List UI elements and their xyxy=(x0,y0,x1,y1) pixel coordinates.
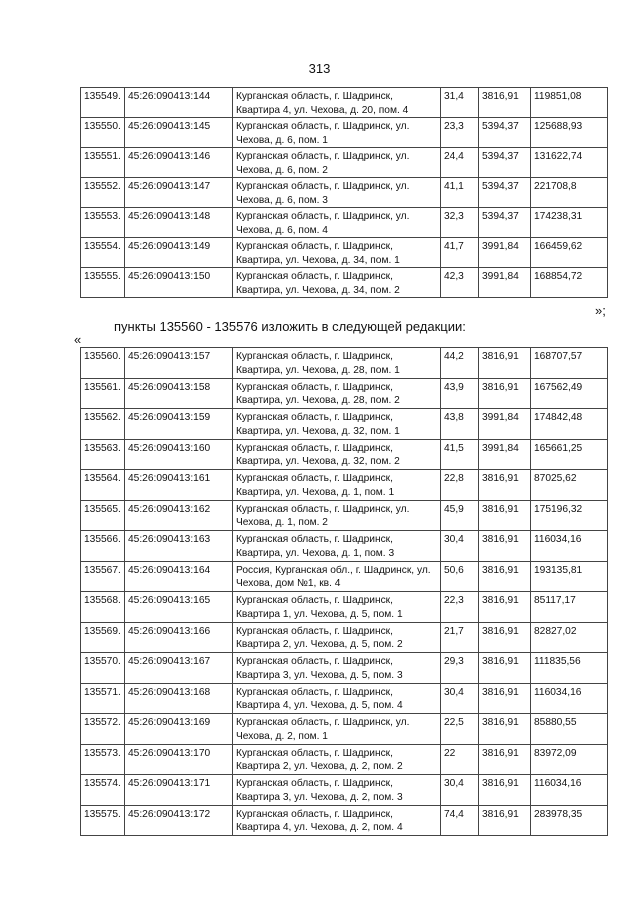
item-number-cell: 135551. xyxy=(81,148,125,178)
cadastral-number-cell: 45:26:090413:168 xyxy=(125,683,233,714)
opening-quote: « xyxy=(74,332,82,347)
table-row xyxy=(81,805,608,836)
value-cell: 125688,93 xyxy=(531,118,608,148)
item-number-cell: 135550. xyxy=(81,118,125,148)
value-cell: 221708,8 xyxy=(531,178,608,208)
area-cell: 43,9 xyxy=(441,378,479,409)
cadastral-number-cell: 45:26:090413:164 xyxy=(125,561,233,592)
amendment-instruction: пункты 135560 - 135576 изложить в следующей редакции: xyxy=(114,319,466,334)
table-row xyxy=(81,500,608,531)
table-row xyxy=(81,531,608,562)
value-cell: 119851,08 xyxy=(531,88,608,118)
page-number: 313 xyxy=(308,61,331,76)
rate-cell: 5394,37 xyxy=(479,208,531,238)
cadastral-number-cell: 45:26:090413:166 xyxy=(125,622,233,653)
value-cell: 111835,56 xyxy=(531,653,608,684)
area-cell: 22,3 xyxy=(441,592,479,623)
area-cell: 29,3 xyxy=(441,653,479,684)
address-cell: Курганская область, г. Шадринск, Квартира 3, ул. Чехова, д. 5, пом. 3 xyxy=(233,653,441,684)
cadastral-number-cell: 45:26:090413:170 xyxy=(125,744,233,775)
value-cell: 165661,25 xyxy=(531,439,608,470)
address-cell: Курганская область, г. Шадринск, Квартира, ул. Чехова, д. 28, пом. 1 xyxy=(233,348,441,379)
address-cell: Курганская область, г. Шадринск, Квартира, ул. Чехова, д. 32, пом. 2 xyxy=(233,439,441,470)
address-cell: Курганская область, г. Шадринск, Квартира 4, ул. Чехова, д. 20, пом. 4 xyxy=(233,88,441,118)
value-cell: 83972,09 xyxy=(531,744,608,775)
item-number-cell: 135549. xyxy=(81,88,125,118)
cadastral-number-cell: 45:26:090413:165 xyxy=(125,592,233,623)
cadastral-number-cell: 45:26:090413:167 xyxy=(125,653,233,684)
address-cell: Курганская область, г. Шадринск, ул. Чехова, д. 2, пом. 1 xyxy=(233,714,441,745)
area-cell: 32,3 xyxy=(441,208,479,238)
area-cell: 24,4 xyxy=(441,148,479,178)
cadastral-number-cell: 45:26:090413:150 xyxy=(125,268,233,298)
rate-cell: 3816,91 xyxy=(479,561,531,592)
area-cell: 30,4 xyxy=(441,775,479,806)
cadastral-number-cell: 45:26:090413:144 xyxy=(125,88,233,118)
value-cell: 85117,17 xyxy=(531,592,608,623)
rate-cell: 3816,91 xyxy=(479,805,531,836)
cadastral-number-cell: 45:26:090413:147 xyxy=(125,178,233,208)
address-cell: Курганская область, г. Шадринск, Квартира 1, ул. Чехова, д. 5, пом. 1 xyxy=(233,592,441,623)
area-cell: 22,8 xyxy=(441,470,479,501)
rate-cell: 3816,91 xyxy=(479,775,531,806)
area-cell: 22,5 xyxy=(441,714,479,745)
value-cell: 85880,55 xyxy=(531,714,608,745)
address-cell: Курганская область, г. Шадринск, ул. Чехова, д. 6, пом. 1 xyxy=(233,118,441,148)
item-number-cell: 135575. xyxy=(81,805,125,836)
area-cell: 31,4 xyxy=(441,88,479,118)
item-number-cell: 135571. xyxy=(81,683,125,714)
cadastral-number-cell: 45:26:090413:159 xyxy=(125,409,233,440)
address-cell: Курганская область, г. Шадринск, Квартира, ул. Чехова, д. 1, пом. 3 xyxy=(233,531,441,562)
table-row xyxy=(81,178,608,208)
value-cell: 116034,16 xyxy=(531,683,608,714)
rate-cell: 3816,91 xyxy=(479,622,531,653)
item-number-cell: 135564. xyxy=(81,470,125,501)
value-cell: 175196,32 xyxy=(531,500,608,531)
rate-cell: 5394,37 xyxy=(479,148,531,178)
registry-table-upper xyxy=(80,87,608,298)
address-cell: Курганская область, г. Шадринск, Квартира, ул. Чехова, д. 34, пом. 1 xyxy=(233,238,441,268)
cadastral-number-cell: 45:26:090413:169 xyxy=(125,714,233,745)
item-number-cell: 135566. xyxy=(81,531,125,562)
area-cell: 74,4 xyxy=(441,805,479,836)
address-cell: Курганская область, г. Шадринск, Квартира, ул. Чехова, д. 28, пом. 2 xyxy=(233,378,441,409)
cadastral-number-cell: 45:26:090413:149 xyxy=(125,238,233,268)
item-number-cell: 135555. xyxy=(81,268,125,298)
cadastral-number-cell: 45:26:090413:148 xyxy=(125,208,233,238)
item-number-cell: 135560. xyxy=(81,348,125,379)
address-cell: Курганская область, г. Шадринск, Квартира 4, ул. Чехова, д. 5, пом. 4 xyxy=(233,683,441,714)
rate-cell: 3991,84 xyxy=(479,238,531,268)
rate-cell: 3816,91 xyxy=(479,714,531,745)
value-cell: 167562,49 xyxy=(531,378,608,409)
value-cell: 168854,72 xyxy=(531,268,608,298)
table-row xyxy=(81,238,608,268)
value-cell: 166459,62 xyxy=(531,238,608,268)
address-cell: Курганская область, г. Шадринск, Квартира 2, ул. Чехова, д. 5, пом. 2 xyxy=(233,622,441,653)
item-number-cell: 135568. xyxy=(81,592,125,623)
table-row xyxy=(81,88,608,118)
rate-cell: 3816,91 xyxy=(479,348,531,379)
address-cell: Курганская область, г. Шадринск, Квартира, ул. Чехова, д. 1, пом. 1 xyxy=(233,470,441,501)
area-cell: 42,3 xyxy=(441,268,479,298)
rate-cell: 3816,91 xyxy=(479,683,531,714)
table-row xyxy=(81,592,608,623)
address-cell: Курганская область, г. Шадринск, Квартира, ул. Чехова, д. 34, пом. 2 xyxy=(233,268,441,298)
table-row xyxy=(81,561,608,592)
rate-cell: 3816,91 xyxy=(479,744,531,775)
item-number-cell: 135567. xyxy=(81,561,125,592)
area-cell: 21,7 xyxy=(441,622,479,653)
table-row xyxy=(81,409,608,440)
rate-cell: 3816,91 xyxy=(479,470,531,501)
value-cell: 193135,81 xyxy=(531,561,608,592)
item-number-cell: 135563. xyxy=(81,439,125,470)
cadastral-number-cell: 45:26:090413:158 xyxy=(125,378,233,409)
closing-quote: »; xyxy=(595,303,606,318)
value-cell: 283978,35 xyxy=(531,805,608,836)
item-number-cell: 135553. xyxy=(81,208,125,238)
area-cell: 22 xyxy=(441,744,479,775)
area-cell: 23,3 xyxy=(441,118,479,148)
address-cell: Курганская область, г. Шадринск, ул. Чехова, д. 6, пом. 3 xyxy=(233,178,441,208)
rate-cell: 3991,84 xyxy=(479,409,531,440)
item-number-cell: 135552. xyxy=(81,178,125,208)
item-number-cell: 135570. xyxy=(81,653,125,684)
table-row xyxy=(81,653,608,684)
item-number-cell: 135573. xyxy=(81,744,125,775)
area-cell: 50,6 xyxy=(441,561,479,592)
cadastral-number-cell: 45:26:090413:160 xyxy=(125,439,233,470)
rate-cell: 3991,84 xyxy=(479,268,531,298)
address-cell: Курганская область, г. Шадринск, ул. Чехова, д. 6, пом. 2 xyxy=(233,148,441,178)
rate-cell: 3816,91 xyxy=(479,653,531,684)
cadastral-number-cell: 45:26:090413:161 xyxy=(125,470,233,501)
address-cell: Курганская область, г. Шадринск, ул. Чехова, д. 6, пом. 4 xyxy=(233,208,441,238)
area-cell: 30,4 xyxy=(441,531,479,562)
value-cell: 82827,02 xyxy=(531,622,608,653)
rate-cell: 3816,91 xyxy=(479,88,531,118)
rate-cell: 3816,91 xyxy=(479,592,531,623)
item-number-cell: 135572. xyxy=(81,714,125,745)
area-cell: 41,5 xyxy=(441,439,479,470)
cadastral-number-cell: 45:26:090413:162 xyxy=(125,500,233,531)
address-cell: Курганская область, г. Шадринск, Квартира, ул. Чехова, д. 32, пом. 1 xyxy=(233,409,441,440)
table-row xyxy=(81,268,608,298)
value-cell: 131622,74 xyxy=(531,148,608,178)
item-number-cell: 135574. xyxy=(81,775,125,806)
area-cell: 30,4 xyxy=(441,683,479,714)
cadastral-number-cell: 45:26:090413:146 xyxy=(125,148,233,178)
table-row xyxy=(81,348,608,379)
address-cell: Курганская область, г. Шадринск, Квартира 4, ул. Чехова, д. 2, пом. 4 xyxy=(233,805,441,836)
area-cell: 41,1 xyxy=(441,178,479,208)
rate-cell: 5394,37 xyxy=(479,118,531,148)
rate-cell: 3816,91 xyxy=(479,531,531,562)
area-cell: 44,2 xyxy=(441,348,479,379)
item-number-cell: 135565. xyxy=(81,500,125,531)
table-row xyxy=(81,208,608,238)
value-cell: 174842,48 xyxy=(531,409,608,440)
item-number-cell: 135569. xyxy=(81,622,125,653)
cadastral-number-cell: 45:26:090413:157 xyxy=(125,348,233,379)
item-number-cell: 135554. xyxy=(81,238,125,268)
table-row xyxy=(81,148,608,178)
registry-table-lower xyxy=(80,347,608,836)
rate-cell: 5394,37 xyxy=(479,178,531,208)
table-row xyxy=(81,744,608,775)
cadastral-number-cell: 45:26:090413:163 xyxy=(125,531,233,562)
table-row xyxy=(81,683,608,714)
item-number-cell: 135562. xyxy=(81,409,125,440)
rate-cell: 3816,91 xyxy=(479,500,531,531)
table-row xyxy=(81,118,608,148)
cadastral-number-cell: 45:26:090413:171 xyxy=(125,775,233,806)
address-cell: Россия, Курганская обл., г. Шадринск, ул. Чехова, дом №1, кв. 4 xyxy=(233,561,441,592)
cadastral-number-cell: 45:26:090413:145 xyxy=(125,118,233,148)
address-cell: Курганская область, г. Шадринск, ул. Чехова, д. 1, пом. 2 xyxy=(233,500,441,531)
value-cell: 116034,16 xyxy=(531,531,608,562)
table-row xyxy=(81,439,608,470)
cadastral-number-cell: 45:26:090413:172 xyxy=(125,805,233,836)
area-cell: 45,9 xyxy=(441,500,479,531)
address-cell: Курганская область, г. Шадринск, Квартира 2, ул. Чехова, д. 2, пом. 2 xyxy=(233,744,441,775)
area-cell: 41,7 xyxy=(441,238,479,268)
area-cell: 43,8 xyxy=(441,409,479,440)
table-row xyxy=(81,714,608,745)
table-row xyxy=(81,378,608,409)
rate-cell: 3991,84 xyxy=(479,439,531,470)
item-number-cell: 135561. xyxy=(81,378,125,409)
table-row xyxy=(81,470,608,501)
value-cell: 116034,16 xyxy=(531,775,608,806)
value-cell: 174238,31 xyxy=(531,208,608,238)
rate-cell: 3816,91 xyxy=(479,378,531,409)
table-row xyxy=(81,775,608,806)
table-row xyxy=(81,622,608,653)
value-cell: 168707,57 xyxy=(531,348,608,379)
address-cell: Курганская область, г. Шадринск, Квартира 3, ул. Чехова, д. 2, пом. 3 xyxy=(233,775,441,806)
value-cell: 87025,62 xyxy=(531,470,608,501)
